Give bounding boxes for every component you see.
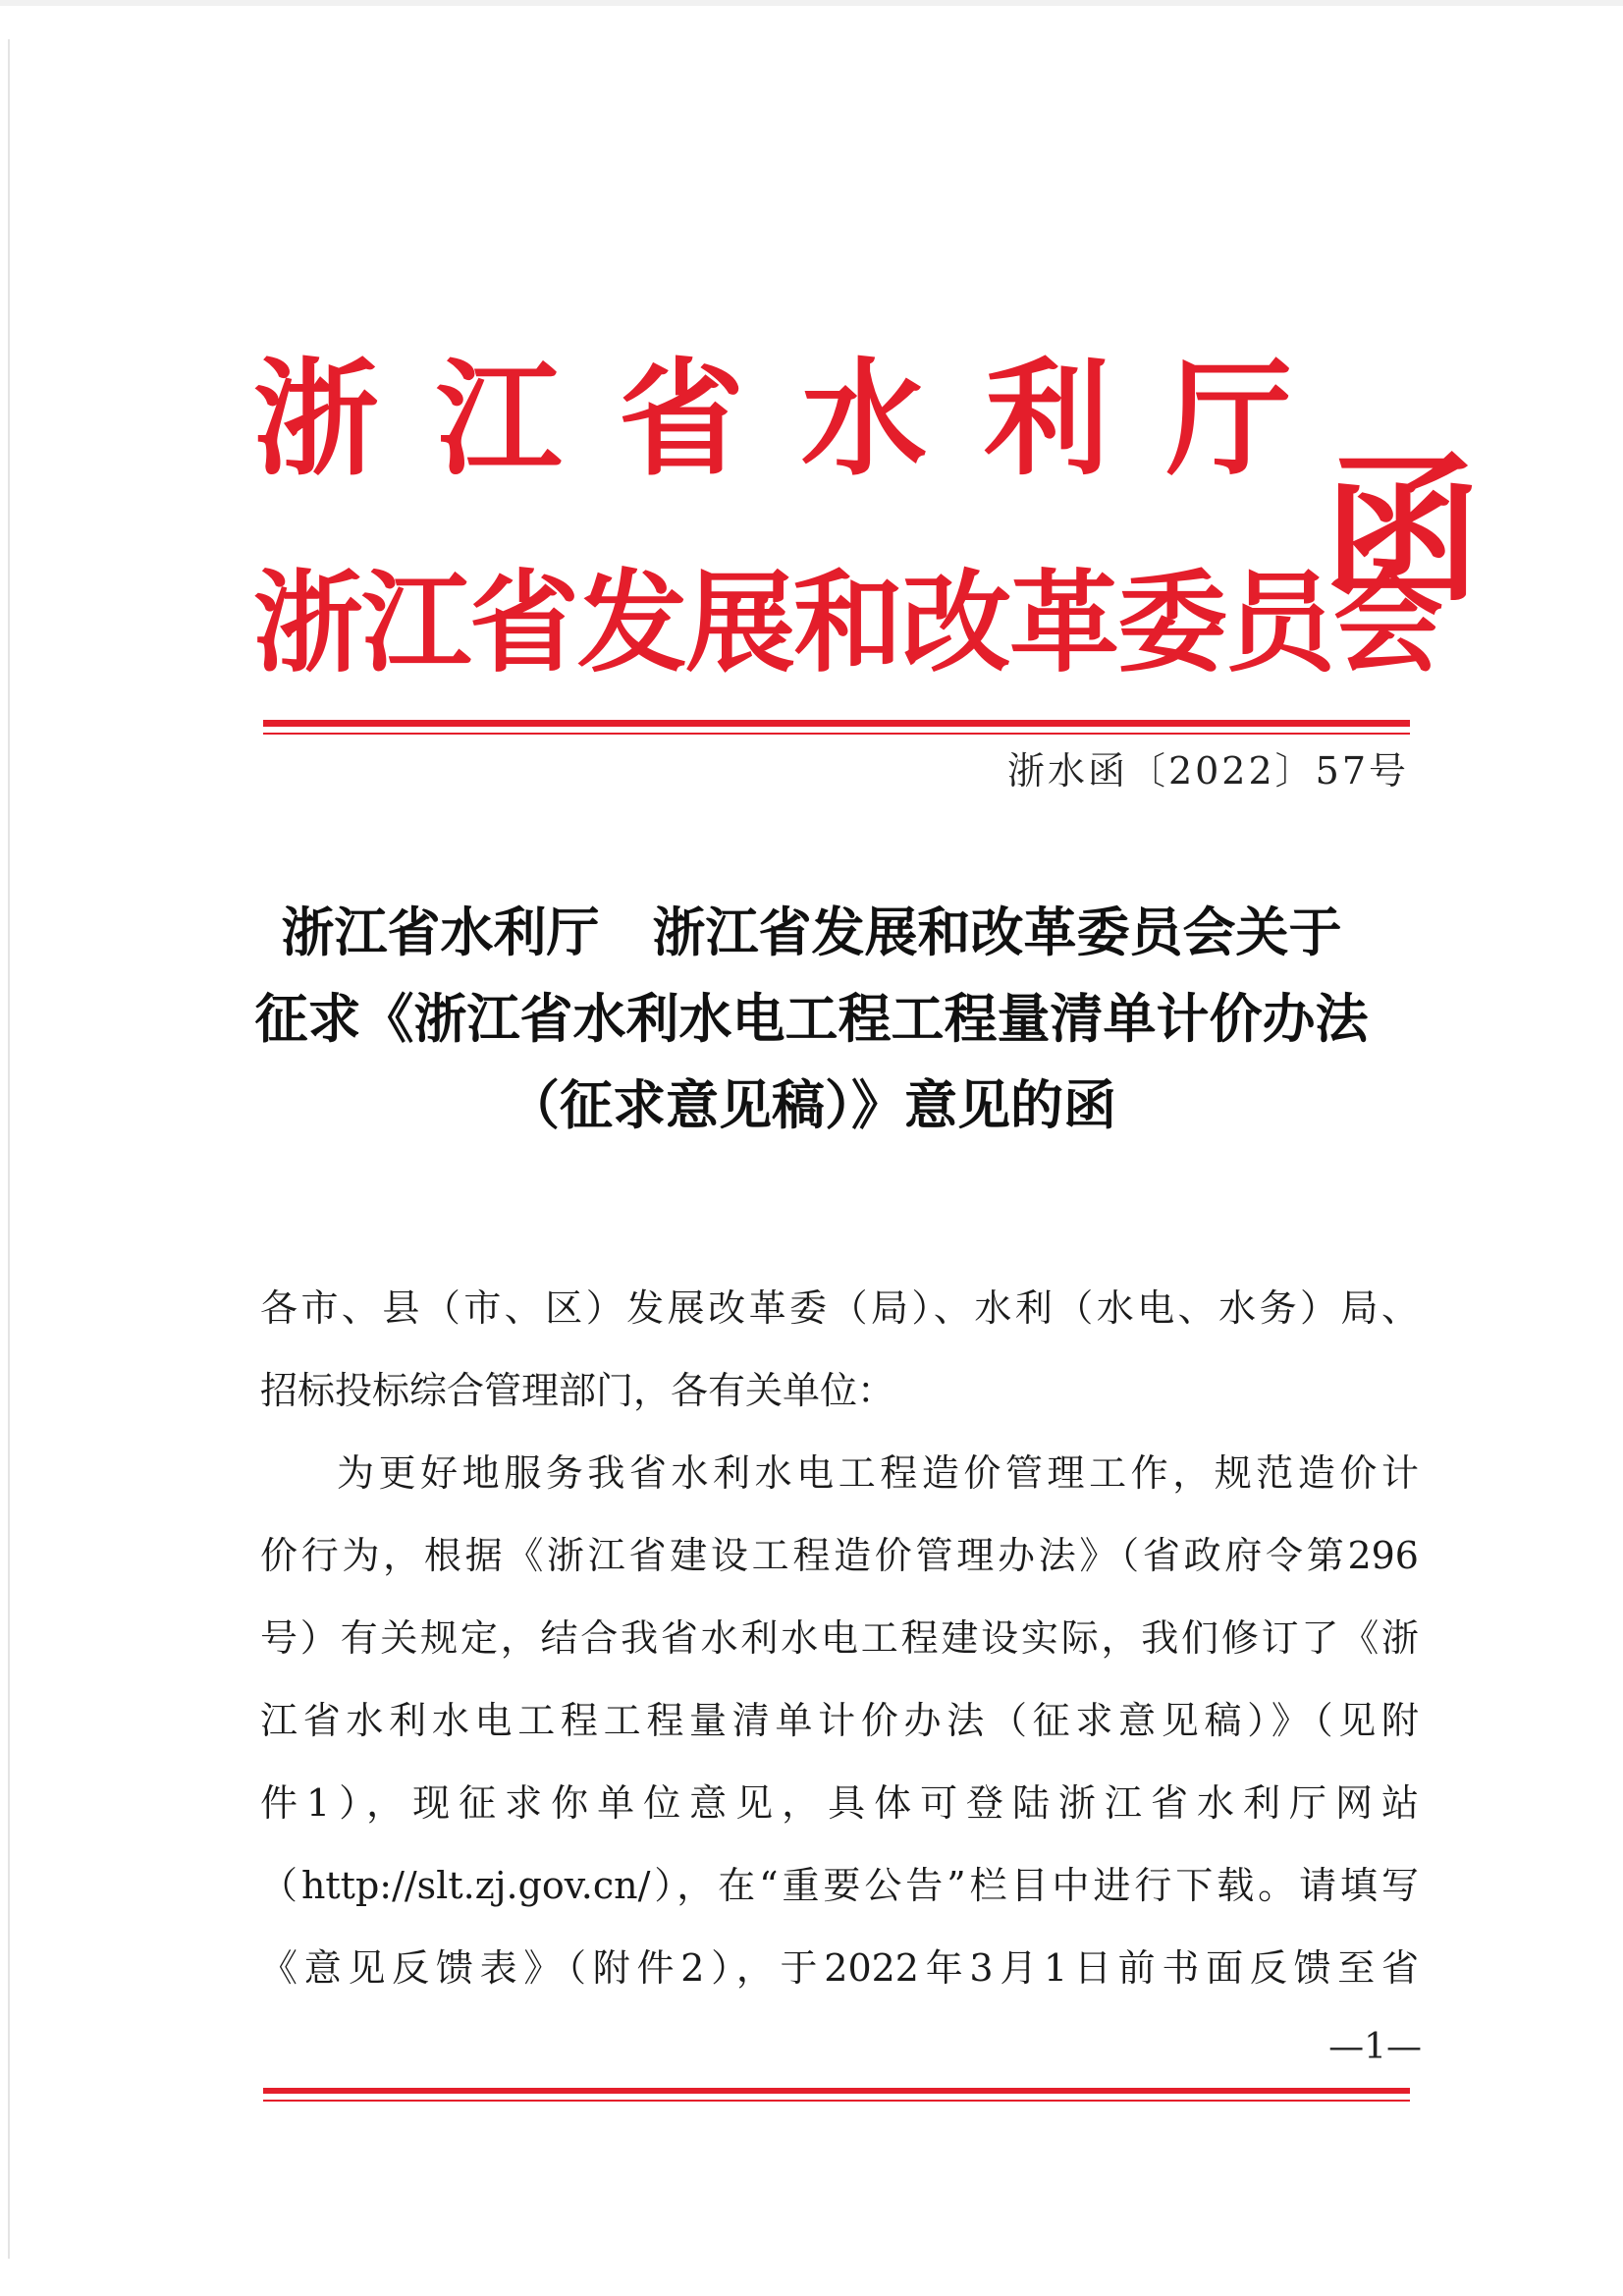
red-rule-top-thin (263, 733, 1410, 735)
paragraph-line: 《意见反馈表》（附件2），于2022年3月1日前书面反馈至省 (260, 1946, 1419, 1990)
red-rule-top-thick (263, 720, 1410, 727)
title-line: 征求《浙江省水利水电工程工程量清单计价办法 (254, 987, 1369, 1050)
paragraph-line: 件1），现征求你单位意见，具体可登陆浙江省水利厅网站 (260, 1781, 1419, 1825)
paragraph-line: 为更好地服务我省水利水电工程造价管理工作，规范造价计 (337, 1451, 1419, 1495)
paragraph-line: 江省水利水电工程工程量清单计价办法（征求意见稿）》（见附 (260, 1699, 1419, 1742)
masthead-issuer-water-resources: 浙江省水利厅 (253, 346, 1350, 493)
addressee-line: 招标投标综合管理部门，各有关单位： (260, 1369, 895, 1412)
page-number: —1— (1328, 2027, 1422, 2067)
title-line: （征求意见稿）》意见的函 (507, 1073, 1116, 1136)
document-number: 浙水函〔2022〕57号 (1006, 749, 1409, 793)
document-title (236, 889, 1387, 1148)
masthead-letter-mark: 函 (1324, 438, 1482, 623)
paragraph-line: 号）有关规定，结合我省水利水电工程建设实际，我们修订了《浙 (260, 1616, 1419, 1660)
document-body (260, 1267, 1419, 2009)
scan-edge-top (0, 0, 1623, 6)
red-rule-bottom-thin (263, 2100, 1410, 2102)
paragraph-line: 价行为，根据《浙江省建设工程造价管理办法》（省政府令第296 (260, 1534, 1419, 1577)
masthead-issuer-development-reform: 浙江省发展和改革委员会 (253, 559, 1441, 687)
red-rule-bottom-thick (263, 2088, 1410, 2094)
paragraph-line: （http://slt.zj.gov.cn/），在“重要公告”栏目中进行下载。请填写 (260, 1864, 1419, 1907)
title-line: 浙江省水利厅 浙江省发展和改革委员会关于 (281, 901, 1342, 963)
scan-edge-left (8, 39, 10, 2259)
addressee-line: 各市、县（市、区）发展改革委（局）、水利（水电、水务）局、 (260, 1286, 1419, 1330)
